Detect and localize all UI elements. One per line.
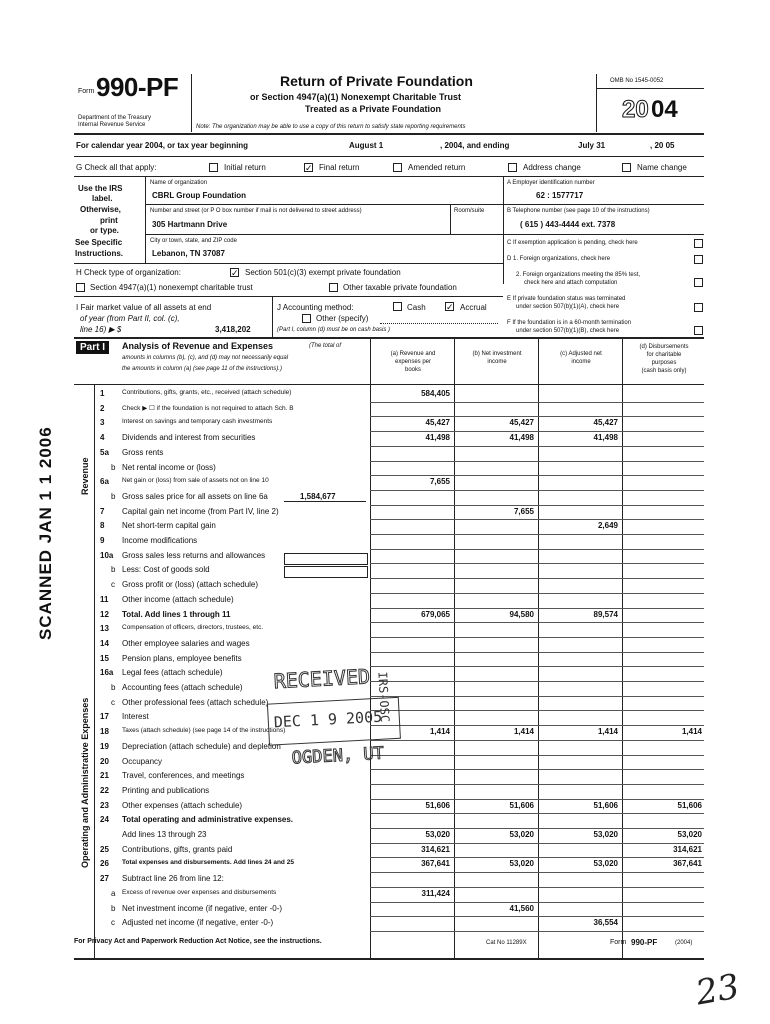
form-subtitle-1: or Section 4947(a)(1) Nonexempt Charitable Trust xyxy=(250,92,462,102)
f-termination-text-2: under section 507(b)(1)(B), check here xyxy=(516,328,620,334)
side-label-expenses: Operating and Administrative Expenses xyxy=(80,697,90,868)
address-change-checkbox[interactable] xyxy=(508,163,517,172)
row-rule xyxy=(370,446,704,447)
line-label: Legal fees (attach schedule) xyxy=(122,668,223,678)
name-change-checkbox[interactable] xyxy=(622,163,631,172)
line-number: 23 xyxy=(100,800,109,810)
amount-cell-b[interactable]: 7,655 xyxy=(513,506,534,516)
calendar-label: For calendar year 2004, or tax year beginning xyxy=(76,141,249,150)
line-number: 8 xyxy=(100,521,105,531)
tax-year-outline: 20 xyxy=(622,96,649,123)
i-fmv-line-2: of year (from Part II, col. (c), xyxy=(80,314,180,323)
calendar-end: July 31 xyxy=(578,141,606,150)
line-number: 24 xyxy=(100,815,109,825)
line-label: Contributions, gifts, grants, etc., received (attach schedule) xyxy=(122,389,292,396)
h-4947-checkbox[interactable] xyxy=(76,283,85,292)
amount-cell-b[interactable]: 41,560 xyxy=(509,903,534,913)
line-label: Other expenses (attach schedule) xyxy=(122,800,243,810)
row-rule xyxy=(370,872,704,873)
line-number: 10a xyxy=(100,550,114,560)
amount-cell-d[interactable]: 51,606 xyxy=(677,800,702,810)
org-name[interactable]: CBRL Group Foundation xyxy=(152,191,247,200)
row-rule xyxy=(370,534,704,535)
e-terminated-text-1: E If private foundation status was terminated xyxy=(507,296,626,302)
line-number: 5a xyxy=(100,447,109,457)
catalog-number: Cat No 11289X xyxy=(486,940,527,946)
calendar-end-year: , 20 05 xyxy=(650,141,675,150)
org-street-caption: Number and street (or P O box number if mail is not delivered to street address) xyxy=(150,208,362,214)
amount-cell-a[interactable]: 51,606 xyxy=(425,800,450,810)
amount-cell-d[interactable]: 367,641 xyxy=(673,859,702,869)
d1-foreign-text: D 1. Foreign organizations, check here xyxy=(507,256,611,262)
line-number: 9 xyxy=(100,536,105,545)
c-exemption-checkbox[interactable] xyxy=(694,239,703,248)
footer-form-number: 990-PF xyxy=(631,938,658,947)
row-rule xyxy=(370,402,704,403)
col-b-header-l2: income xyxy=(487,359,507,365)
j-cash-basis-note: (Part I, column (d) must be on cash basis ) xyxy=(277,327,391,333)
line-label: Add lines 13 through 23 xyxy=(122,830,207,839)
line-label: Dividends and interest from securities xyxy=(122,433,256,443)
line-number: 11 xyxy=(100,594,109,604)
scanned-stamp: SCANNED JAN 1 1 2006 xyxy=(36,426,55,640)
j-accounting-label: J Accounting method: xyxy=(277,303,354,312)
row-rule xyxy=(370,490,704,491)
col-a-header xyxy=(372,350,454,374)
department-line-1: Department of the Treasury xyxy=(78,115,152,121)
line-number: 4 xyxy=(100,433,105,443)
amount-cell-d[interactable]: 314,621 xyxy=(673,844,702,854)
footer-form-label: Form xyxy=(610,939,627,946)
amount-cell-a[interactable]: 53,020 xyxy=(425,830,450,839)
h-other-taxable-label: Other taxable private foundation xyxy=(343,283,457,292)
col-a-header-l3: books xyxy=(404,367,421,373)
omb-number: OMB No 1545-0052 xyxy=(610,78,664,84)
calendar-rule xyxy=(74,156,704,157)
part-i-tag: Part I xyxy=(76,341,109,354)
row-rule xyxy=(370,593,704,594)
ij-bottom-rule xyxy=(74,337,704,339)
form-prefix: Form xyxy=(78,88,95,95)
line-number: 27 xyxy=(100,874,109,884)
footer-rule xyxy=(74,958,704,960)
line-label: Pension plans, employee benefits xyxy=(122,653,242,663)
col-a-header-l1: (a) Revenue and xyxy=(390,351,436,357)
i-fmv-line-3: line 16) ▶ $ xyxy=(80,325,122,334)
row-rule xyxy=(370,431,704,432)
org-street-rule xyxy=(145,234,503,235)
line-number: 2 xyxy=(100,403,105,413)
col-d-header-l3: purposes xyxy=(651,360,677,366)
header-bottom-rule xyxy=(74,133,704,135)
row-rule xyxy=(370,681,704,682)
line-label: Income modifications xyxy=(122,536,198,545)
line-number: b xyxy=(111,683,116,692)
check-all-label: G Check all that apply: xyxy=(76,163,157,172)
amount-cell-b[interactable]: 1,414 xyxy=(513,727,534,737)
line-number: 13 xyxy=(100,624,109,634)
amount-cell-b[interactable]: 53,020 xyxy=(509,859,534,869)
f-termination-checkbox[interactable] xyxy=(694,326,703,335)
org-city-caption: City or town, state, and ZIP code xyxy=(150,238,237,244)
line-label: Printing and publications xyxy=(122,785,210,795)
amount-cell-a[interactable]: 314,621 xyxy=(421,844,450,854)
line-label: Total expenses and disbursements. Add lines 24 and 25 xyxy=(122,859,294,867)
amount-cell-a[interactable]: 584,405 xyxy=(421,389,450,398)
i-fmv-line-1: I Fair market value of all assets at end xyxy=(76,303,212,312)
line-number: b xyxy=(111,491,116,501)
footer-form-year: (2004) xyxy=(675,940,693,946)
received-stamp-side: IRS-OSC xyxy=(375,671,393,723)
line-label: Occupancy xyxy=(122,756,163,766)
org-bottom-rule xyxy=(74,263,503,264)
amount-cell-a[interactable]: 311,424 xyxy=(421,888,450,898)
line-label: Accounting fees (attach schedule) xyxy=(122,683,243,692)
amount-cell-c[interactable]: 36,554 xyxy=(593,918,618,928)
amount-cell-a[interactable]: 367,641 xyxy=(421,859,450,869)
amount-cell-b[interactable]: 53,020 xyxy=(509,830,534,839)
line-number: 16a xyxy=(100,668,114,678)
amount-cell-c[interactable]: 53,020 xyxy=(593,830,618,839)
row-rule xyxy=(370,608,704,609)
calendar-begin: August 1 xyxy=(349,141,384,150)
side-label-revenue: Revenue xyxy=(80,457,90,495)
irs-label-1: Use the IRS xyxy=(78,184,123,193)
row-rule xyxy=(370,475,704,476)
row-rule xyxy=(370,519,704,520)
line-label: Interest on savings and temporary cash investments xyxy=(122,418,273,426)
line-label: Contributions, gifts, grants paid xyxy=(122,844,233,854)
col-d-header-l2: for charitable xyxy=(646,352,682,358)
org-left-divider xyxy=(145,177,146,263)
name-change-label: Name change xyxy=(637,163,687,172)
line-number: c xyxy=(111,918,115,928)
line-label: Compensation of officers, directors, trustees, etc. xyxy=(122,624,264,632)
col-b-header xyxy=(456,350,538,366)
org-city[interactable]: Lebanon, TN 37087 xyxy=(152,249,225,258)
row-rule xyxy=(370,461,704,462)
d2-foreign-checkbox[interactable] xyxy=(694,278,703,287)
amount-cell-b[interactable]: 41,498 xyxy=(509,433,534,443)
part-i-desc-1: (The total of xyxy=(309,343,342,349)
line-label: Adjusted net income (if negative, enter -0-) xyxy=(122,918,274,928)
line-number: 22 xyxy=(100,785,109,795)
f-termination-text-1: F If the foundation is in a 60-month termination xyxy=(507,320,632,326)
line-number: 6a xyxy=(100,477,109,487)
col-c-header-l2: income xyxy=(571,359,591,365)
line-number: c xyxy=(111,697,115,707)
line-number: 21 xyxy=(100,771,109,781)
line-label: Capital gain net income (from Part IV, line 2) xyxy=(122,506,279,516)
row-rule xyxy=(370,799,704,800)
org-right-divider xyxy=(503,177,504,284)
irs-label-7: Instructions. xyxy=(75,249,124,258)
h-4947-label: Section 4947(a)(1) nonexempt charitable trust xyxy=(90,283,253,292)
final-return-label: Final return xyxy=(319,163,360,172)
row-rule xyxy=(370,916,704,917)
line-number: 25 xyxy=(100,844,109,854)
irs-label-6: See Specific xyxy=(75,238,123,247)
row-rule xyxy=(370,549,704,550)
privacy-notice: For Privacy Act and Paperwork Reduction Act Notice, see the instructions. xyxy=(74,938,322,945)
j-other-label: Other (specify) xyxy=(316,314,369,323)
row-rule xyxy=(370,622,704,623)
part-i-desc-3: the amounts in column (a) (see page 11 of the instructions).) xyxy=(122,366,282,372)
h-type-label: H Check type of organization: xyxy=(76,268,181,277)
phone-caption: B Telephone number (see page 10 of the instructions) xyxy=(507,208,650,214)
line-number: 20 xyxy=(100,756,109,766)
row-rule xyxy=(370,696,704,697)
irs-label-5: or type. xyxy=(90,226,119,235)
line-label: Gross rents xyxy=(122,447,164,457)
line-number: c xyxy=(111,580,115,590)
col-d-header-l4: (cash basis only) xyxy=(641,368,687,374)
handwritten-page-mark: 23 xyxy=(692,966,743,1014)
row-rule xyxy=(370,843,704,844)
row-rule xyxy=(370,784,704,785)
line-label: Less: Cost of goods sold xyxy=(122,565,210,575)
irs-label-2: label. xyxy=(92,194,113,203)
col-c-header xyxy=(540,350,622,366)
ein-caption: A Employer identification number xyxy=(507,180,595,186)
amount-cell-c[interactable]: 1,414 xyxy=(597,727,618,737)
line-number: 12 xyxy=(100,609,109,619)
part-i-desc-2: amounts in columns (b), (c), and (d) may not necessarily equal xyxy=(122,355,289,361)
header-divider-left xyxy=(191,74,192,132)
amount-cell-a[interactable]: 41,498 xyxy=(425,433,450,443)
amount-cell-c[interactable]: 41,498 xyxy=(593,433,618,443)
amended-return-checkbox[interactable] xyxy=(393,163,402,172)
line-label: Total. Add lines 1 through 11 xyxy=(122,609,231,619)
amount-cell-d[interactable]: 53,020 xyxy=(677,830,702,839)
row-rule xyxy=(370,710,704,711)
line-label: Net gain or (loss) from sale of assets not on line 10 xyxy=(122,477,269,485)
row-rule xyxy=(370,857,704,858)
initial-return-checkbox[interactable] xyxy=(209,163,218,172)
check-rule xyxy=(74,176,704,177)
calendar-mid: , 2004, and ending xyxy=(440,141,510,150)
line-10b-input-box[interactable] xyxy=(284,566,368,578)
col-b-header-l1: (b) Net investment xyxy=(472,351,522,357)
initial-return-label: Initial return xyxy=(224,163,266,172)
row-rule xyxy=(370,755,704,756)
line-number: 7 xyxy=(100,506,105,516)
line-label: Gross sales less returns and allowances xyxy=(122,550,266,560)
row-rule xyxy=(370,813,704,814)
amended-return-label: Amended return xyxy=(408,163,466,172)
line-label: Other employee salaries and wages xyxy=(122,638,250,648)
row-rule xyxy=(370,578,704,579)
amount-cell-b[interactable]: 94,580 xyxy=(509,609,534,619)
j-cash-checkbox[interactable] xyxy=(393,302,402,311)
j-accrual-label: Accrual xyxy=(460,303,487,312)
line-number: 17 xyxy=(100,712,109,722)
line-number: 14 xyxy=(100,638,109,648)
ij-divider xyxy=(272,297,273,337)
line-number: 18 xyxy=(100,727,109,737)
e-terminated-checkbox[interactable] xyxy=(694,303,703,312)
line-label: Interest xyxy=(122,712,149,722)
line-label: Net investment income (if negative, enter -0-) xyxy=(122,903,283,913)
line-6b-inline-value[interactable]: 1,584,677 xyxy=(300,492,336,501)
amount-cell-a[interactable]: 1,414 xyxy=(429,727,450,737)
line-label: Taxes (attach schedule) (see page 14 of the instructions) xyxy=(122,727,286,735)
line-number: a xyxy=(111,888,116,898)
received-stamp-frame xyxy=(267,697,401,746)
department-line-2: Internal Revenue Service xyxy=(78,122,146,128)
line-number: b xyxy=(111,903,116,913)
received-stamp-title: RECEIVED xyxy=(273,664,371,694)
amount-cell-c[interactable]: 89,574 xyxy=(593,609,618,619)
line-label: Subtract line 26 from line 12: xyxy=(122,874,224,884)
row-rule xyxy=(370,637,704,638)
e-terminated-text-2: under section 507(b)(1)(A), check here xyxy=(516,304,620,310)
form-note: Note: The organization may be able to use a copy of this return to satisfy state reporting requirements xyxy=(196,124,466,130)
form-title: Return of Private Foundation xyxy=(280,73,473,89)
j-cash-label: Cash xyxy=(407,303,426,312)
received-stamp-date: DEC 1 9 2005 xyxy=(273,707,383,732)
j-other-dotted-line xyxy=(380,323,498,324)
irs-label-4: print xyxy=(100,216,118,225)
line-label: Total operating and administrative expenses. xyxy=(122,815,294,825)
amount-cell-a[interactable]: 679,065 xyxy=(421,609,450,619)
line-label: Travel, conferences, and meetings xyxy=(122,771,245,781)
col-d-header xyxy=(624,343,704,375)
irs-label-3: Otherwise, xyxy=(80,205,121,214)
d2-foreign-text-2: check here and attach computation xyxy=(524,280,618,286)
phone-rule xyxy=(503,234,704,235)
row-rule xyxy=(370,887,704,888)
row-rule xyxy=(370,505,704,506)
amount-cell-a[interactable]: 7,655 xyxy=(429,477,450,487)
amount-cell-c[interactable]: 51,606 xyxy=(593,800,618,810)
line-number: b xyxy=(111,462,116,472)
received-stamp-city: OGDEN, UT xyxy=(291,743,385,769)
form-subtitle-2: Treated as a Private Foundation xyxy=(305,104,442,114)
line-10a-input-box[interactable] xyxy=(284,553,368,565)
org-street[interactable]: 305 Hartmann Drive xyxy=(152,220,228,229)
amount-cell-a[interactable]: 45,427 xyxy=(425,418,450,428)
line-label: Depreciation (attach schedule) and depletion xyxy=(122,741,281,751)
line-label: Net rental income or (loss) xyxy=(122,462,216,472)
row-rule xyxy=(370,563,704,564)
col-c-header-l1: (c) Adjusted net xyxy=(560,351,602,357)
row-rule xyxy=(370,931,704,932)
amount-cell-c[interactable]: 53,020 xyxy=(593,859,618,869)
amount-cell-d[interactable]: 1,414 xyxy=(681,727,702,737)
h-501c3-checkbox[interactable]: ✓ xyxy=(231,268,239,278)
amount-cell-c[interactable]: 45,427 xyxy=(593,418,618,428)
amount-cell-c[interactable]: 2,649 xyxy=(597,521,618,531)
part-i-title: Analysis of Revenue and Expenses xyxy=(122,341,274,351)
line-6b-inline-rule xyxy=(284,501,366,502)
line-label: Gross profit or (loss) (attach schedule) xyxy=(122,580,259,590)
line-label: Check ▶ ☐ if the foundation is not required to attach Sch. B xyxy=(122,404,294,412)
line-number: 1 xyxy=(100,389,105,398)
i-fmv-value[interactable]: 3,418,202 xyxy=(215,325,251,334)
row-rule xyxy=(370,902,704,903)
final-return-checkbox[interactable]: ✓ xyxy=(305,163,313,173)
tax-year-bold: 04 xyxy=(651,96,678,123)
org-name-caption: Name of organization xyxy=(150,180,208,186)
amount-cell-b[interactable]: 45,427 xyxy=(509,418,534,428)
h-other-taxable-checkbox[interactable] xyxy=(329,283,338,292)
d1-foreign-checkbox[interactable] xyxy=(694,255,703,264)
line-label: Other professional fees (attach schedule) xyxy=(122,697,269,707)
omb-rule xyxy=(596,88,704,89)
col-d-header-l1: (d) Disbursements xyxy=(639,344,689,350)
col-a-header-l2: expenses per xyxy=(394,359,432,365)
line-number: b xyxy=(111,565,116,575)
part-i-header-rule xyxy=(74,384,704,385)
d2-foreign-text-1: 2. Foreign organizations meeting the 85% test, xyxy=(516,272,641,278)
row-rule xyxy=(370,740,704,741)
side-label-border xyxy=(94,384,95,958)
address-change-label: Address change xyxy=(523,163,581,172)
line-label: Other income (attach schedule) xyxy=(122,594,234,604)
j-accrual-checkbox[interactable]: ✓ xyxy=(446,302,454,312)
line-label: Excess of revenue over expenses and disbursements xyxy=(122,888,277,896)
j-other-checkbox[interactable] xyxy=(302,314,311,323)
row-rule xyxy=(370,828,704,829)
form-number: 990-PF xyxy=(96,72,179,102)
row-rule xyxy=(370,725,704,726)
phone-value[interactable]: ( 615 ) 443-4444 ext. 7378 xyxy=(520,220,616,229)
line-label: Gross sales price for all assets on line 6a xyxy=(122,491,268,501)
header-divider-right xyxy=(596,74,597,132)
line-label: Net short-term capital gain xyxy=(122,521,216,531)
h-rule xyxy=(74,296,503,297)
line-number: 3 xyxy=(100,418,105,428)
line-number: 26 xyxy=(100,859,109,869)
row-rule xyxy=(370,769,704,770)
c-exemption-text: C If exemption application is pending, check here xyxy=(507,240,638,246)
room-caption: Room/suite xyxy=(454,208,485,214)
ein-rule xyxy=(503,204,704,205)
line-number: 19 xyxy=(100,741,109,751)
row-rule xyxy=(370,416,704,417)
received-stamp xyxy=(259,662,417,784)
amount-cell-b[interactable]: 51,606 xyxy=(509,800,534,810)
row-rule xyxy=(370,652,704,653)
ein-value[interactable]: 62 : 1577717 xyxy=(536,191,584,200)
room-divider xyxy=(450,204,451,234)
line-number: 15 xyxy=(100,653,109,663)
row-rule xyxy=(370,666,704,667)
h-501c3-label: Section 501(c)(3) exempt private foundation xyxy=(245,268,401,277)
